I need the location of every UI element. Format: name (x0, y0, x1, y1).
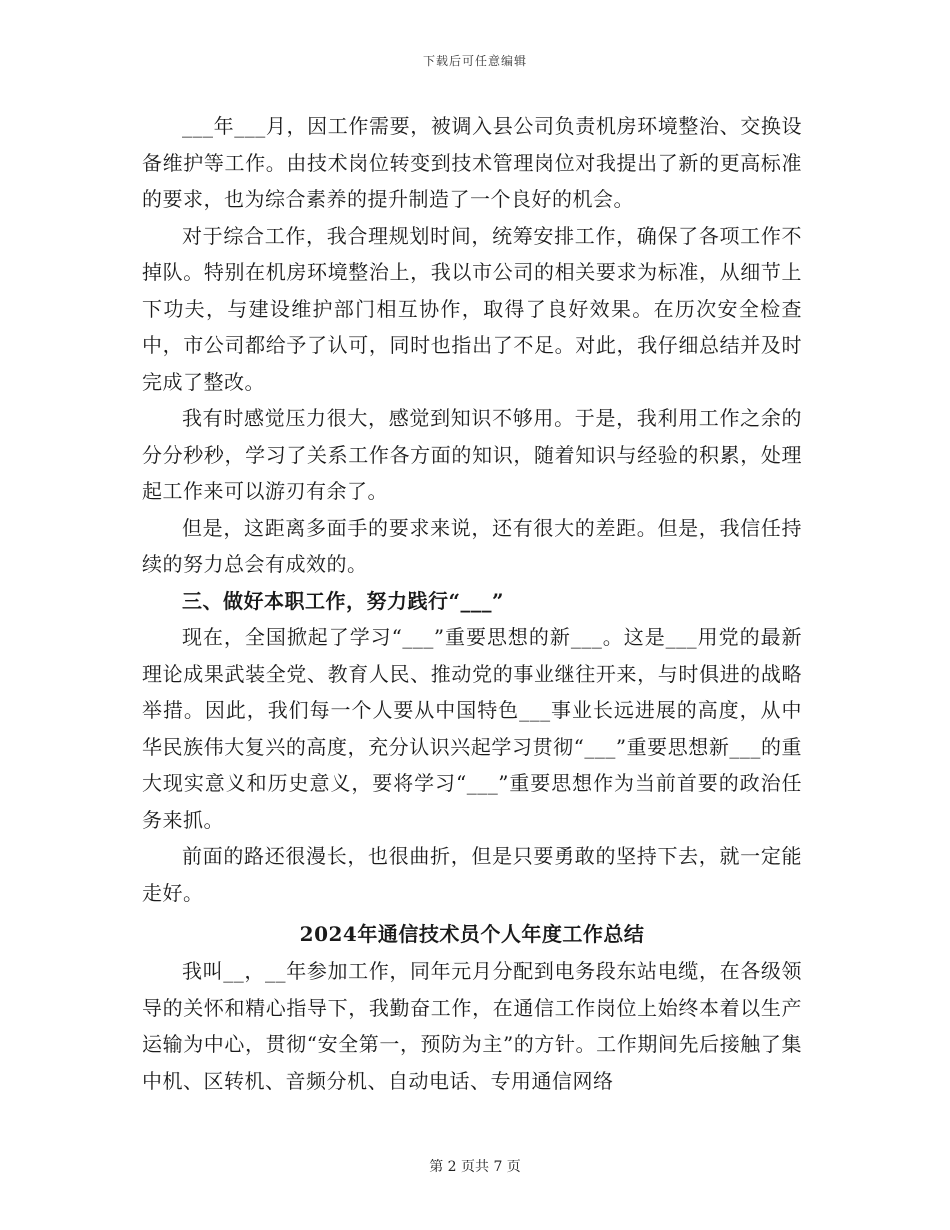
document-title: 2024年通信技术员个人年度工作总结 (299, 922, 645, 946)
paragraph: 现在，全国掀起了学习“___”重要思想的新___。这是___用党的最新理论成果武装全党、教育人民、推动党的事业继往开来，与时俱进的战略举措。因此，我们每一个人要从中国特色___事业长远进展的高度，从中华民族伟大复兴的高度，充分认识兴起学习贯彻“___”重要思想新___的重大现实意义和历史意义，要将学习“___”重要思想作为当前首要的政治任务来抓。 (142, 625, 802, 832)
paragraph: ___年___月，因工作需要，被调入县公司负责机房环境整治、交换设备维护等工作。由技术岗位转变到技术管理岗位对我提出了新的更高标准的要求，也为综合素养的提升制造了一个良好的机会。 (142, 114, 802, 211)
paragraph: 对于综合工作，我合理规划时间，统筹安排工作，确保了各项工作不掉队。特别在机房环境整治上，我以市公司的相关要求为标准，从细节上下功夫，与建设维护部门相互协作，取得了良好效果。在历次安全检查中，市公司都给予了认可，同时也指出了不足。对此，我仔细总结并及时完成了整改。 (142, 223, 802, 394)
page-header: 下载后可任意编辑 (422, 54, 527, 68)
paragraph: 我叫__，__年参加工作，同年元月分配到电务段东站电缆，在各级领导的关怀和精心指导下，我勤奋工作，在通信工作岗位上始终本着以生产运输为中心，贯彻“安全第一，预防为主”的方针。工作期间先后接触了集中机、区转机、音频分机、自动电话、专用通信网络 (142, 959, 802, 1093)
paragraph: 我有时感觉压力很大，感觉到知识不够用。于是，我利用工作之余的分分秒秒，学习了关系工作各方面的知识，随着知识与经验的积累，处理起工作来可以游刃有余了。 (142, 406, 802, 503)
document-body (142, 108, 802, 1099)
page-footer: 第 2 页共 7 页 (429, 1159, 521, 1175)
paragraph: 但是，这距离多面手的要求来说，还有很大的差距。但是，我信任持续的努力总会有成效的。 (142, 515, 802, 576)
section-heading: 三、做好本职工作，努力践行“___” (182, 588, 505, 613)
paragraph: 前面的路还很漫长，也很曲折，但是只要勇敢的坚持下去，就一定能走好。 (142, 844, 802, 905)
